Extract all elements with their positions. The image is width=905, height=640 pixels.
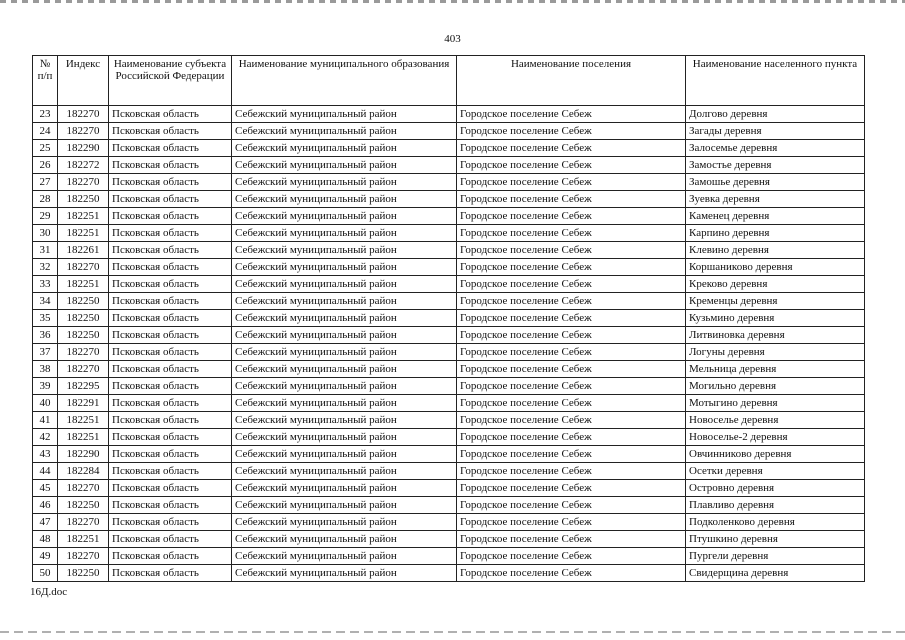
postal-index-cell: 182270	[58, 174, 109, 191]
municipality-cell: Себежский муниципальный район	[232, 446, 457, 463]
settlement-cell: Городское поселение Себеж	[457, 361, 686, 378]
table-row	[33, 395, 865, 412]
municipality-cell: Себежский муниципальный район	[232, 276, 457, 293]
document-filename: 16Д.doc	[30, 586, 68, 598]
settlement-cell: Городское поселение Себеж	[457, 225, 686, 242]
settlement-cell: Городское поселение Себеж	[457, 548, 686, 565]
table-row	[33, 327, 865, 344]
settlement-cell: Городское поселение Себеж	[457, 429, 686, 446]
row-number-cell: 25	[33, 140, 58, 157]
table-row	[33, 429, 865, 446]
federal-subject-cell: Псковская область	[109, 327, 232, 344]
locality-cell: Зуевка деревня	[686, 191, 865, 208]
settlement-cell: Городское поселение Себеж	[457, 276, 686, 293]
federal-subject-cell: Псковская область	[109, 514, 232, 531]
federal-subject-cell: Псковская область	[109, 548, 232, 565]
federal-subject-cell: Псковская область	[109, 361, 232, 378]
federal-subject-cell: Псковская область	[109, 191, 232, 208]
table-row	[33, 293, 865, 310]
settlement-cell: Городское поселение Себеж	[457, 497, 686, 514]
municipality-cell: Себежский муниципальный район	[232, 497, 457, 514]
locality-cell: Могильно деревня	[686, 378, 865, 395]
row-number-cell: 24	[33, 123, 58, 140]
federal-subject-cell: Псковская область	[109, 446, 232, 463]
postal-index-cell: 182291	[58, 395, 109, 412]
locality-cell: Кременцы деревня	[686, 293, 865, 310]
postal-index-cell: 182250	[58, 327, 109, 344]
table-row	[33, 548, 865, 565]
scan-edge-bottom	[0, 631, 905, 633]
municipality-cell: Себежский муниципальный район	[232, 174, 457, 191]
table-row	[33, 463, 865, 480]
settlement-cell: Городское поселение Себеж	[457, 412, 686, 429]
settlement-cell: Городское поселение Себеж	[457, 191, 686, 208]
federal-subject-cell: Псковская область	[109, 429, 232, 446]
municipality-cell: Себежский муниципальный район	[232, 514, 457, 531]
municipality-cell: Себежский муниципальный район	[232, 361, 457, 378]
municipality-cell: Себежский муниципальный район	[232, 429, 457, 446]
row-number-cell: 36	[33, 327, 58, 344]
federal-subject-cell: Псковская область	[109, 310, 232, 327]
postal-index-cell: 182250	[58, 565, 109, 582]
table-row	[33, 157, 865, 174]
municipality-cell: Себежский муниципальный район	[232, 378, 457, 395]
federal-subject-cell: Псковская область	[109, 157, 232, 174]
federal-subject-cell: Псковская область	[109, 225, 232, 242]
header-settlement: Наименование поселения	[457, 56, 686, 106]
municipality-cell: Себежский муниципальный район	[232, 531, 457, 548]
postal-index-cell: 182295	[58, 378, 109, 395]
table-row	[33, 531, 865, 548]
locality-cell: Плавливо деревня	[686, 497, 865, 514]
locality-cell: Креково деревня	[686, 276, 865, 293]
page-number: 403	[444, 33, 461, 45]
settlement-cell: Городское поселение Себеж	[457, 327, 686, 344]
locality-cell: Свидерщина деревня	[686, 565, 865, 582]
table-row	[33, 497, 865, 514]
settlement-cell: Городское поселение Себеж	[457, 514, 686, 531]
postal-index-cell: 182290	[58, 446, 109, 463]
federal-subject-cell: Псковская область	[109, 378, 232, 395]
locality-cell: Залосемье деревня	[686, 140, 865, 157]
row-number-cell: 34	[33, 293, 58, 310]
settlement-cell: Городское поселение Себеж	[457, 242, 686, 259]
federal-subject-cell: Псковская область	[109, 174, 232, 191]
row-number-cell: 47	[33, 514, 58, 531]
locality-cell: Новоселье деревня	[686, 412, 865, 429]
postal-index-cell: 182251	[58, 208, 109, 225]
settlement-cell: Городское поселение Себеж	[457, 531, 686, 548]
row-number-cell: 30	[33, 225, 58, 242]
scan-edge-top	[0, 0, 905, 3]
row-number-cell: 40	[33, 395, 58, 412]
postal-index-cell: 182251	[58, 412, 109, 429]
table-row	[33, 208, 865, 225]
table-row	[33, 123, 865, 140]
municipality-cell: Себежский муниципальный район	[232, 242, 457, 259]
settlement-cell: Городское поселение Себеж	[457, 140, 686, 157]
header-row	[33, 56, 865, 106]
table-header	[33, 56, 865, 106]
locality-cell: Логуны деревня	[686, 344, 865, 361]
row-number-cell: 29	[33, 208, 58, 225]
municipality-cell: Себежский муниципальный район	[232, 140, 457, 157]
row-number-cell: 44	[33, 463, 58, 480]
federal-subject-cell: Псковская область	[109, 259, 232, 276]
settlement-cell: Городское поселение Себеж	[457, 446, 686, 463]
locality-cell: Клевино деревня	[686, 242, 865, 259]
settlement-cell: Городское поселение Себеж	[457, 565, 686, 582]
federal-subject-cell: Псковская область	[109, 412, 232, 429]
row-number-cell: 26	[33, 157, 58, 174]
locality-cell: Долгово деревня	[686, 106, 865, 123]
row-number-cell: 31	[33, 242, 58, 259]
settlement-cell: Городское поселение Себеж	[457, 293, 686, 310]
postal-index-cell: 182251	[58, 276, 109, 293]
row-number-cell: 41	[33, 412, 58, 429]
header-num: № п/п	[33, 56, 58, 106]
row-number-cell: 48	[33, 531, 58, 548]
municipality-cell: Себежский муниципальный район	[232, 157, 457, 174]
row-number-cell: 46	[33, 497, 58, 514]
locality-cell: Литвиновка деревня	[686, 327, 865, 344]
postal-index-cell: 182290	[58, 140, 109, 157]
table-row	[33, 412, 865, 429]
federal-subject-cell: Псковская область	[109, 293, 232, 310]
table-row	[33, 361, 865, 378]
municipality-cell: Себежский муниципальный район	[232, 480, 457, 497]
settlement-cell: Городское поселение Себеж	[457, 106, 686, 123]
settlement-cell: Городское поселение Себеж	[457, 157, 686, 174]
federal-subject-cell: Псковская область	[109, 123, 232, 140]
table-row	[33, 480, 865, 497]
locality-cell: Карпино деревня	[686, 225, 865, 242]
municipality-cell: Себежский муниципальный район	[232, 344, 457, 361]
postal-index-cell: 182250	[58, 310, 109, 327]
row-number-cell: 28	[33, 191, 58, 208]
federal-subject-cell: Псковская область	[109, 276, 232, 293]
postal-index-cell: 182284	[58, 463, 109, 480]
settlements-table	[32, 55, 865, 582]
settlement-cell: Городское поселение Себеж	[457, 208, 686, 225]
locality-cell: Подколенково деревня	[686, 514, 865, 531]
municipality-cell: Себежский муниципальный район	[232, 412, 457, 429]
row-number-cell: 27	[33, 174, 58, 191]
postal-index-cell: 182270	[58, 548, 109, 565]
postal-index-cell: 182270	[58, 480, 109, 497]
locality-cell: Загады деревня	[686, 123, 865, 140]
table-row	[33, 242, 865, 259]
table-row	[33, 276, 865, 293]
federal-subject-cell: Псковская область	[109, 344, 232, 361]
postal-index-cell: 182250	[58, 293, 109, 310]
federal-subject-cell: Псковская область	[109, 242, 232, 259]
row-number-cell: 38	[33, 361, 58, 378]
settlement-cell: Городское поселение Себеж	[457, 174, 686, 191]
table-row	[33, 344, 865, 361]
settlement-cell: Городское поселение Себеж	[457, 480, 686, 497]
header-index: Индекс	[58, 56, 109, 106]
table-row	[33, 310, 865, 327]
row-number-cell: 50	[33, 565, 58, 582]
municipality-cell: Себежский муниципальный район	[232, 310, 457, 327]
postal-index-cell: 182270	[58, 106, 109, 123]
locality-cell: Коршаниково деревня	[686, 259, 865, 276]
locality-cell: Каменец деревня	[686, 208, 865, 225]
table-row	[33, 106, 865, 123]
postal-index-cell: 182250	[58, 191, 109, 208]
settlement-cell: Городское поселение Себеж	[457, 310, 686, 327]
row-number-cell: 39	[33, 378, 58, 395]
locality-cell: Замошье деревня	[686, 174, 865, 191]
municipality-cell: Себежский муниципальный район	[232, 208, 457, 225]
federal-subject-cell: Псковская область	[109, 140, 232, 157]
locality-cell: Мельница деревня	[686, 361, 865, 378]
municipality-cell: Себежский муниципальный район	[232, 225, 457, 242]
municipality-cell: Себежский муниципальный район	[232, 106, 457, 123]
row-number-cell: 23	[33, 106, 58, 123]
table-row	[33, 225, 865, 242]
postal-index-cell: 182270	[58, 259, 109, 276]
row-number-cell: 49	[33, 548, 58, 565]
locality-cell: Птушкино деревня	[686, 531, 865, 548]
postal-index-cell: 182250	[58, 497, 109, 514]
postal-index-cell: 182251	[58, 225, 109, 242]
table-row	[33, 565, 865, 582]
header-subject: Наименование субъекта Российской Федерации	[109, 56, 232, 106]
row-number-cell: 33	[33, 276, 58, 293]
municipality-cell: Себежский муниципальный район	[232, 123, 457, 140]
municipality-cell: Себежский муниципальный район	[232, 463, 457, 480]
municipality-cell: Себежский муниципальный район	[232, 259, 457, 276]
federal-subject-cell: Псковская область	[109, 480, 232, 497]
municipality-cell: Себежский муниципальный район	[232, 327, 457, 344]
federal-subject-cell: Псковская область	[109, 463, 232, 480]
federal-subject-cell: Псковская область	[109, 208, 232, 225]
table-row	[33, 259, 865, 276]
locality-cell: Осетки деревня	[686, 463, 865, 480]
settlement-cell: Городское поселение Себеж	[457, 344, 686, 361]
municipality-cell: Себежский муниципальный район	[232, 565, 457, 582]
table-row	[33, 174, 865, 191]
row-number-cell: 42	[33, 429, 58, 446]
settlement-cell: Городское поселение Себеж	[457, 259, 686, 276]
table-row	[33, 191, 865, 208]
federal-subject-cell: Псковская область	[109, 497, 232, 514]
locality-cell: Островно деревня	[686, 480, 865, 497]
settlement-cell: Городское поселение Себеж	[457, 123, 686, 140]
row-number-cell: 43	[33, 446, 58, 463]
locality-cell: Мотыгино деревня	[686, 395, 865, 412]
postal-index-cell: 182251	[58, 531, 109, 548]
municipality-cell: Себежский муниципальный район	[232, 548, 457, 565]
settlement-cell: Городское поселение Себеж	[457, 463, 686, 480]
postal-index-cell: 182261	[58, 242, 109, 259]
row-number-cell: 35	[33, 310, 58, 327]
postal-index-cell: 182270	[58, 514, 109, 531]
locality-cell: Пургели деревня	[686, 548, 865, 565]
locality-cell: Замостье деревня	[686, 157, 865, 174]
table-body	[33, 106, 865, 582]
federal-subject-cell: Псковская область	[109, 531, 232, 548]
locality-cell: Овчинниково деревня	[686, 446, 865, 463]
table-row	[33, 378, 865, 395]
municipality-cell: Себежский муниципальный район	[232, 293, 457, 310]
row-number-cell: 37	[33, 344, 58, 361]
municipality-cell: Себежский муниципальный район	[232, 395, 457, 412]
locality-cell: Новоселье-2 деревня	[686, 429, 865, 446]
federal-subject-cell: Псковская область	[109, 395, 232, 412]
table-row	[33, 140, 865, 157]
settlement-cell: Городское поселение Себеж	[457, 378, 686, 395]
postal-index-cell: 182270	[58, 123, 109, 140]
row-number-cell: 32	[33, 259, 58, 276]
header-municipality: Наименование муниципального образования	[232, 56, 457, 106]
header-locality: Наименование населенного пункта	[686, 56, 865, 106]
postal-index-cell: 182270	[58, 344, 109, 361]
federal-subject-cell: Псковская область	[109, 565, 232, 582]
postal-index-cell: 182272	[58, 157, 109, 174]
federal-subject-cell: Псковская область	[109, 106, 232, 123]
table-row	[33, 446, 865, 463]
row-number-cell: 45	[33, 480, 58, 497]
settlement-cell: Городское поселение Себеж	[457, 395, 686, 412]
postal-index-cell: 182270	[58, 361, 109, 378]
locality-cell: Кузьмино деревня	[686, 310, 865, 327]
municipality-cell: Себежский муниципальный район	[232, 191, 457, 208]
postal-index-cell: 182251	[58, 429, 109, 446]
table-row	[33, 514, 865, 531]
